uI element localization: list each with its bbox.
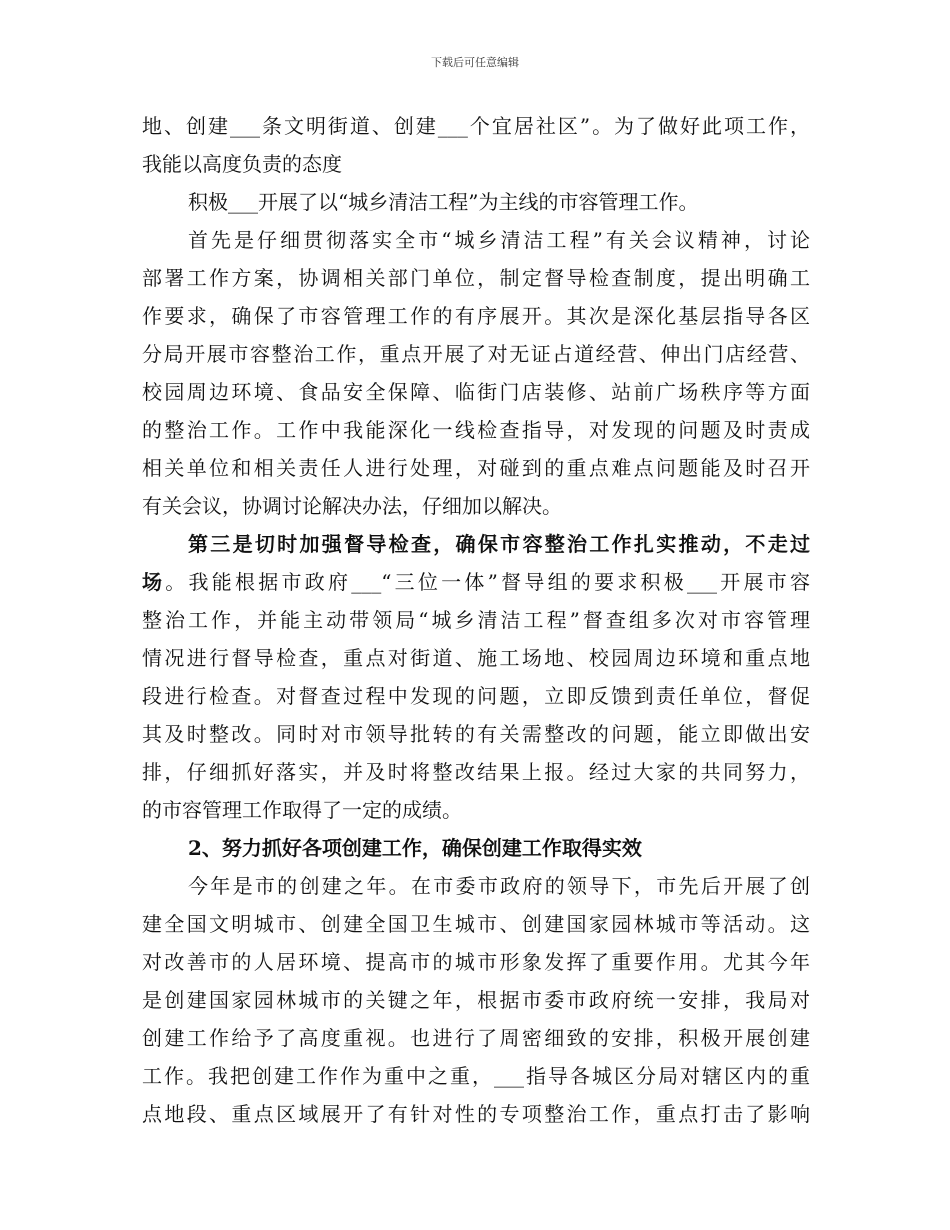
bold-heading-line (188, 532, 810, 556)
body-text: 。我能根据市政府___“三位一体”督导组的要求积极___开展市容 (165, 570, 811, 594)
bold-heading-text: 第三是切时加强督导检查，确保市容整治工作扎实推动，不走过 (188, 532, 810, 556)
body-line: 地、创建___条文明街道、创建___个宜居社区”。为了做好此项工作， (142, 114, 810, 138)
body-line: 段进行检查。对督查过程中发现的问题，立即反馈到责任单位，督促 (142, 684, 810, 708)
body-line: 有关会议，协调讨论解决办法，仔细加以解决。 (142, 494, 562, 518)
body-line: 点地段、重点区域展开了有针对性的专项整治工作，重点打击了影响 (142, 1102, 810, 1126)
body-line: 积极___开展了以“城乡清洁工程”为主线的市容管理工作。 (188, 190, 699, 214)
page-header: 下载后可任意编辑 (431, 56, 519, 69)
body-line: 部署工作方案，协调相关部门单位，制定督导检查制度，提出明确工 (142, 266, 810, 290)
body-line: 的整治工作。工作中我能深化一线检查指导，对发现的问题及时责成 (142, 418, 810, 442)
body-line: 情况进行督导检查，重点对街道、施工场地、校园周边环境和重点地 (142, 646, 810, 670)
body-line: 创建工作给予了高度重视。也进行了周密细致的安排，积极开展创建 (142, 1026, 810, 1050)
body-line: 我能以高度负责的态度 (142, 152, 342, 176)
body-line: 其及时整改。同时对市领导批转的有关需整改的问题，能立即做出安 (142, 722, 810, 746)
section-heading (188, 836, 810, 860)
body-line (142, 570, 810, 594)
body-line: 的市容管理工作取得了一定的成绩。 (142, 798, 462, 822)
body-line: 排，仔细抓好落实，并及时将整改结果上报。经过大家的共同努力， (142, 760, 810, 784)
body-line: 对改善市的人居环境、提高市的城市形象发挥了重要作用。尤其今年 (142, 950, 810, 974)
body-line: 首先是仔细贯彻落实全市“城乡清洁工程”有关会议精神，讨论 (188, 228, 810, 252)
body-line: 分局开展市容整治工作，重点开展了对无证占道经营、伸出门店经营、 (142, 342, 810, 366)
body-line: 建全国文明城市、创建全国卫生城市、创建国家园林城市等活动。这 (142, 912, 810, 936)
body-line: 校园周边环境、食品安全保障、临街门店装修、站前广场秩序等方面 (142, 380, 810, 404)
body-line: 作要求，确保了市容管理工作的有序展开。其次是深化基层指导各区 (142, 304, 810, 328)
body-line: 是创建国家园林城市的关键之年，根据市委市政府统一安排，我局对 (142, 988, 810, 1012)
bold-heading-end: 场 (142, 570, 166, 594)
body-line: 整治工作，并能主动带领局“城乡清洁工程”督查组多次对市容管理 (142, 608, 810, 632)
section-heading-text: 2、努力抓好各项创建工作，确保创建工作取得实效 (188, 836, 642, 860)
body-line: 今年是市的创建之年。在市委市政府的领导下，市先后开展了创 (188, 874, 810, 898)
body-line: 相关单位和相关责任人进行处理，对碰到的重点难点问题能及时召开 (142, 456, 810, 480)
body-line: 工作。我把创建工作作为重中之重，___指导各城区分局对辖区内的重 (142, 1064, 810, 1088)
